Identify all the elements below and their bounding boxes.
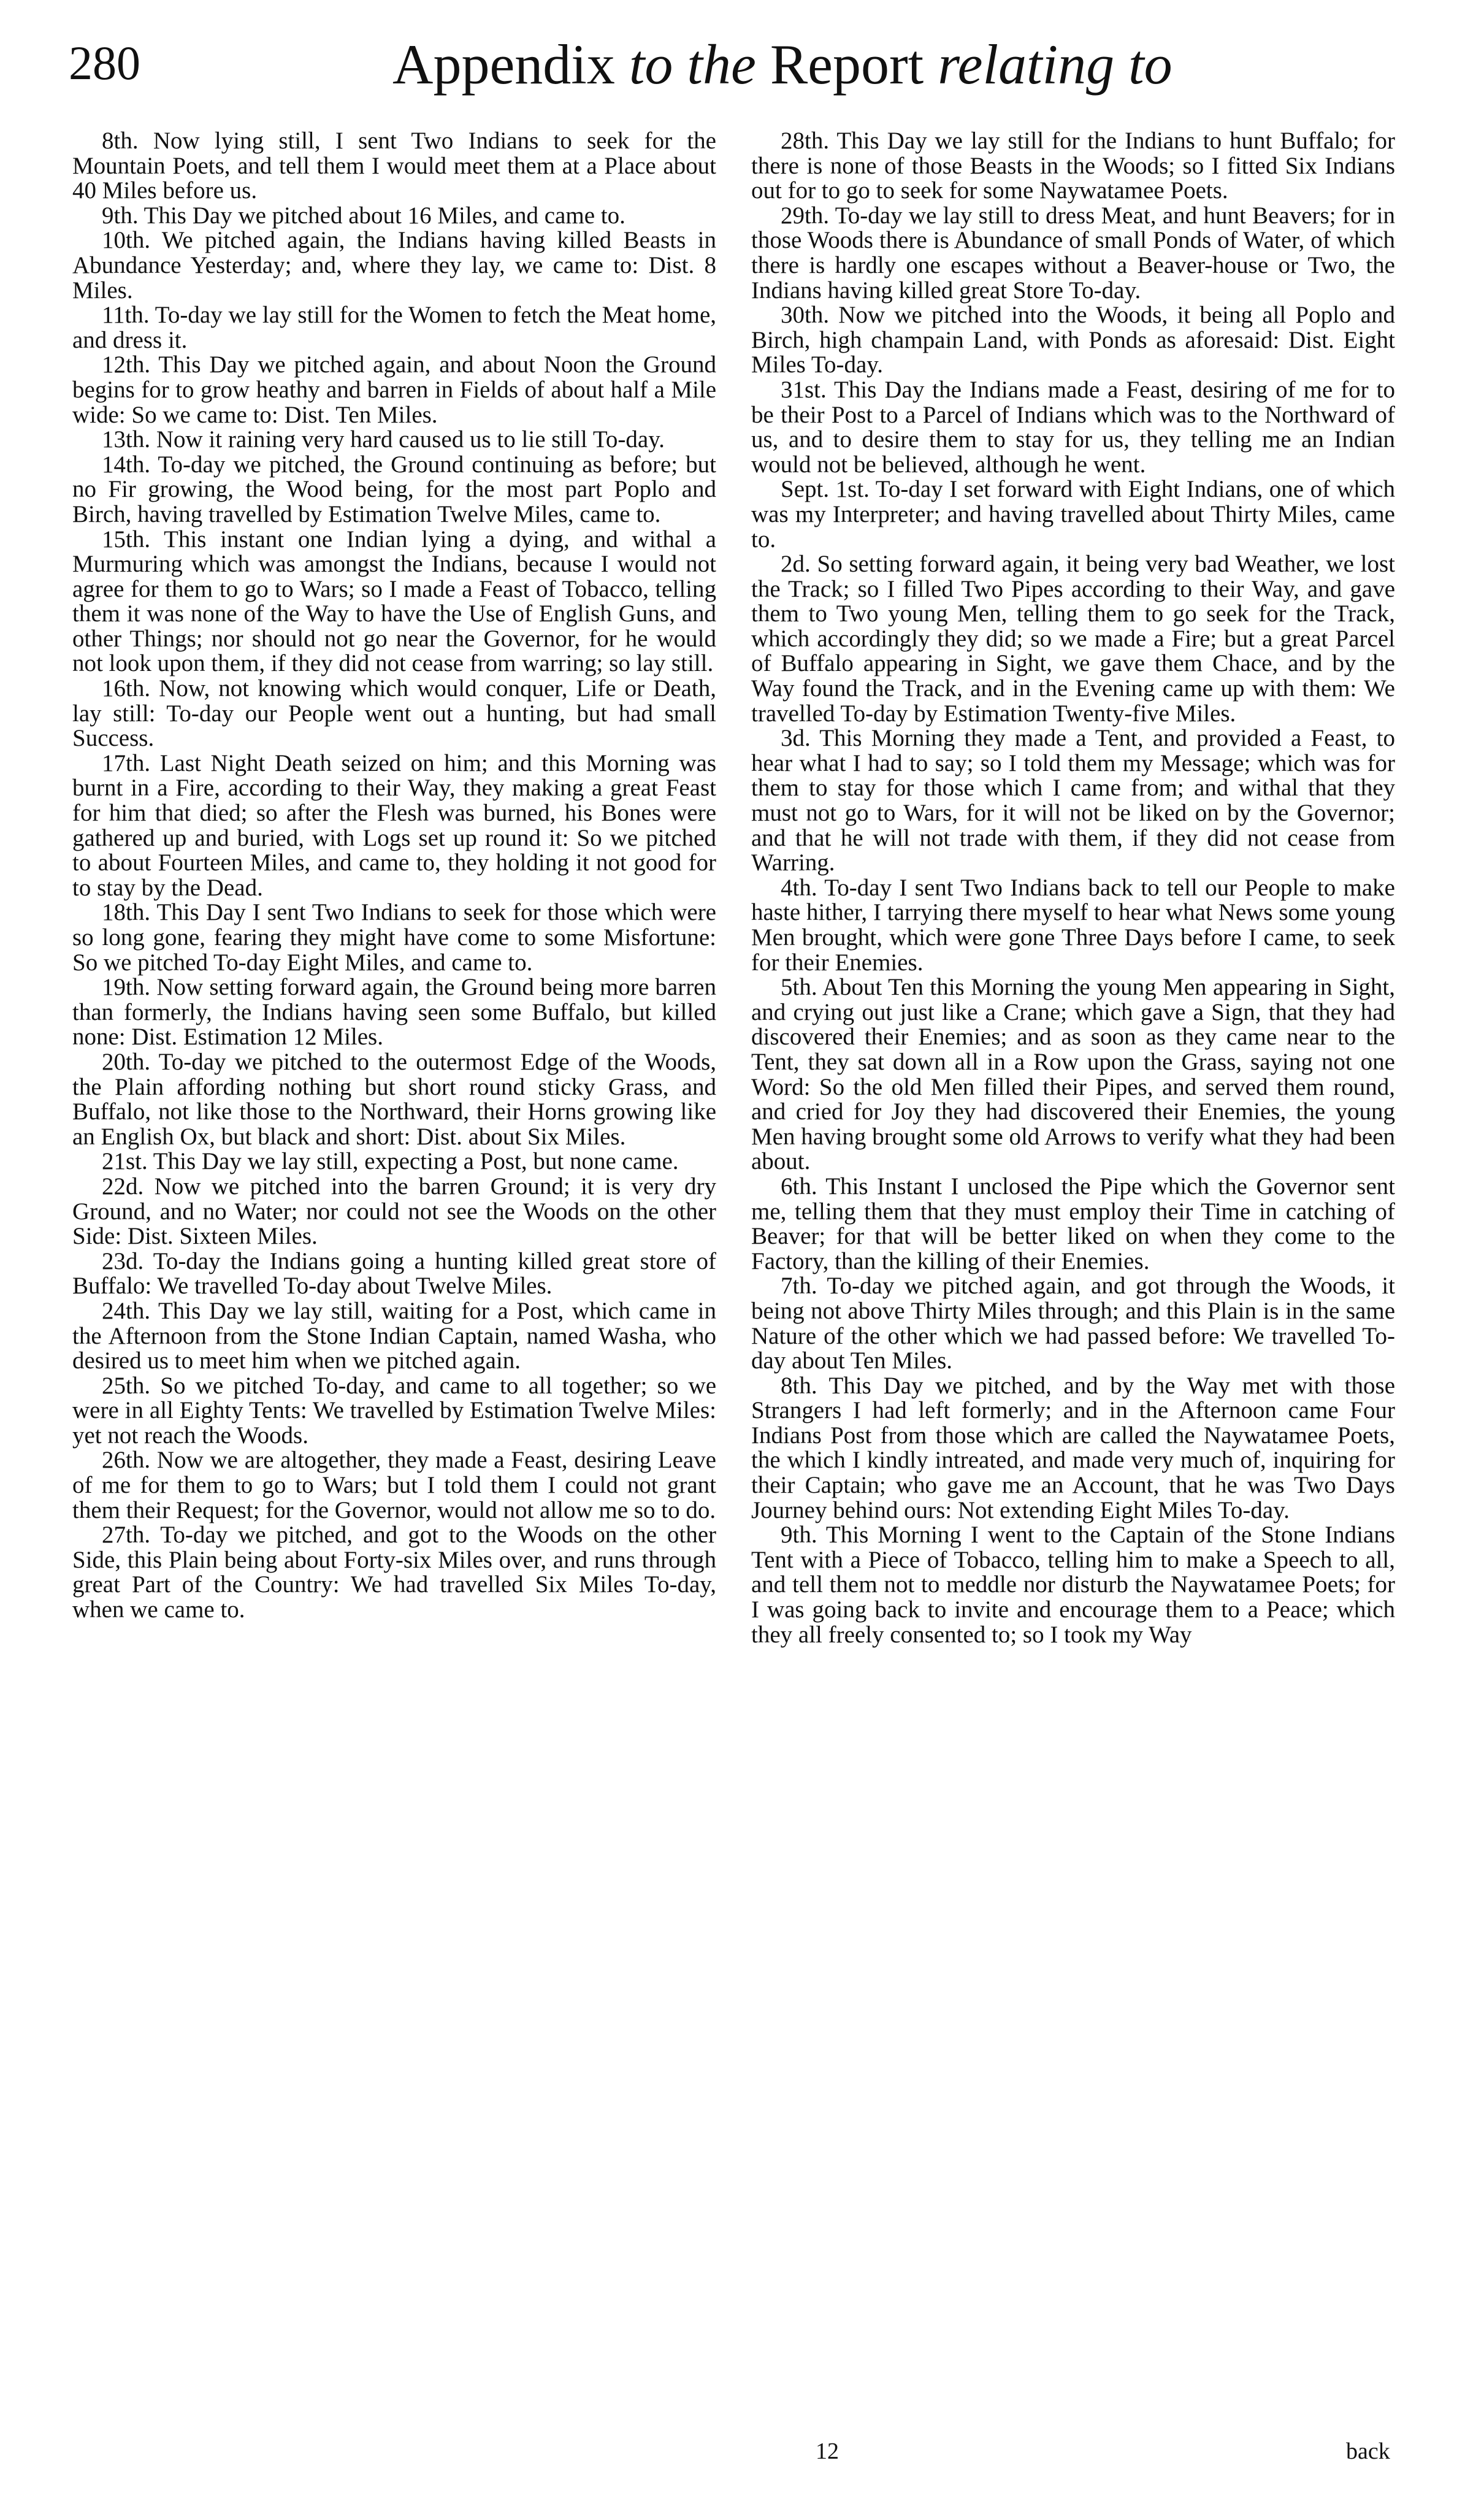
catchword: back — [1346, 2438, 1390, 2464]
journal-entry: 16th. Now, not knowing which would conquer, Life or Death, lay still: To-day our People went out a hunting, but had small Success. — [72, 675, 716, 752]
journal-entry: 28th. This Day we lay still for the Indians to hunt Buffalo; for there is none of those Beasts in the Woods; so I fitted Six Indians out for to go to seek for some Naywatamee Poets. — [751, 128, 1395, 204]
journal-entry: 18th. This Day I sent Two Indians to seek for those which were so long gone, fearing they might have come to some Misfortune: So we pitched To-day Eight Miles, and came to. — [72, 899, 716, 976]
journal-entry: 17th. Last Night Death seized on him; and this Morning was burnt in a Fire, according to their Way, they making a great Feast for him that died; so after the Flesh was burned, his Bones were gathered up and buried, with Logs set up round it: So we pitched to about Fourteen Miles, and came to, they holding it not good for to stay by the Dead. — [72, 749, 716, 901]
journal-entry: 21st. This Day we lay still, expecting a Post, but none came. — [102, 1148, 679, 1175]
left-column — [72, 129, 716, 1623]
title-word-report: Report — [770, 33, 924, 96]
journal-entry: 31st. This Day the Indians made a Feast, desiring of me for to be their Post to a Parcel of Indians which was to the Northward of us, and to desire them to stay for us, they telling me an Indian would not be believed, although he went. — [751, 376, 1395, 478]
title-word-appendix: Appendix — [392, 33, 615, 96]
journal-entry: 27th. To-day we pitched, and got to the Woods on the other Side, this Plain being about Forty-six Miles over, and runs through great Part of the Country: We had travelled Six Miles To-day, when we came to. — [72, 1522, 716, 1623]
title-italic-relating-to: relating to — [938, 33, 1172, 96]
journal-entry: 19th. Now setting forward again, the Ground being more barren than formerly, the Indians having seen some Buffalo, but killed none: Dist. Estimation 12 Miles. — [72, 974, 716, 1051]
journal-entry: 6th. This Instant I unclosed the Pipe which the Governor sent me, telling them that they must employ their Time in catching of Beaver; for that will be better liked on when they come to the Factory, than the killing of their Enemies. — [751, 1173, 1395, 1274]
title-italic-to-the: to the — [629, 33, 756, 96]
journal-entry: 2d. So setting forward again, it being very bad Weather, we lost the Track; so I filled Two Pipes according to their Way, and gave them to Two young Men, telling them to go seek for the Track, which accordingly they did; so we made a Fire; but a great Parcel of Buffalo appearing in Sight, we gave them Chace, and by the Way found the Track, and in the Evening came up with them: We travelled To-day by Estimation Twenty-five Miles. — [751, 551, 1395, 727]
journal-entry: 24th. This Day we lay still, waiting for a Post, which came in the Afternoon from the Stone Indian Captain, named Washa, who desired us to meet him when we pitched again. — [72, 1297, 716, 1374]
signature-mark: 12 — [816, 2438, 839, 2464]
journal-entry: 30th. Now we pitched into the Woods, it being all Poplo and Birch, high champain Land, with Ponds as aforesaid: Dist. Eight Miles To-day. — [751, 302, 1395, 378]
journal-entry: Sept. 1st. To-day I set forward with Eight Indians, one of which was my Interpreter; and having travelled about Thirty Miles, came to. — [751, 476, 1395, 553]
journal-entry: 26th. Now we are altogether, they made a Feast, desiring Leave of me for them to go to Wars; but I told them I could not grant them their Request; for the Governor, would not allow me so to do. — [72, 1447, 716, 1523]
journal-entry: 11th. To-day we lay still for the Women to fetch the Meat home, and dress it. — [72, 302, 716, 353]
running-title — [392, 32, 1172, 97]
journal-entry: 29th. To-day we lay still to dress Meat, and hunt Beavers; for in those Woods there is Abundance of small Ponds of Water, of which there is hardly one escapes without a Beaver-house or Two, the Indians having killed great Store To-day. — [751, 202, 1395, 304]
journal-entry: 15th. This instant one Indian lying a dying, and withal a Murmuring which was amongst the Indians, because I would not agree for them to go to Wars; so I made a Feast of Tobacco, telling them it was none of the Way to have the Use of English Guns, and other Things; nor should not go near the Governor, for he would not look upon them, if they did not cease from warring; so lay still. — [72, 526, 716, 677]
journal-entry: 3d. This Morning they made a Tent, and provided a Feast, to hear what I had to say; so I told them my Message; which was for them to stay for those which I came from; and withal that they must not go to Wars, for it will not be liked on by the Governor; and that he will not trade with them, if they did not cease from Warring. — [751, 725, 1395, 876]
journal-entry: 25th. So we pitched To-day, and came to all together; so we were in all Eighty Tents: We travelled by Estimation Twelve Miles: yet not reach the Woods. — [72, 1372, 716, 1449]
journal-entry: 22d. Now we pitched into the barren Ground; it is very dry Ground, and no Water; nor could not see the Woods on the other Side: Dist. Sixteen Miles. — [72, 1173, 716, 1250]
journal-entry: 9th. This Day we pitched about 16 Miles, and came to. — [102, 202, 625, 229]
page-number: 280 — [69, 36, 140, 90]
journal-entry: 12th. This Day we pitched again, and about Noon the Ground begins for to grow heathy and barren in Fields of about half a Mile wide: So we came to: Dist. Ten Miles. — [72, 351, 716, 428]
journal-entry: 9th. This Morning I went to the Captain of the Stone Indians Tent with a Piece of Tobacco, telling him to make a Speech to all, and tell them not to meddle nor disturb the Naywatamee Poets; for I was going back to invite and encourage them to a Peace; which they all freely consented to; so I took my Way — [751, 1522, 1395, 1648]
journal-entry: 23d. To-day the Indians going a hunting killed great store of Buffalo: We travelled To-day about Twelve Miles. — [72, 1247, 716, 1300]
journal-entry: 20th. To-day we pitched to the outermost Edge of the Woods, the Plain affording nothing but short round sticky Grass, and Buffalo, not like those to the Northward, their Horns growing like an English Ox, but black and short: Dist. about Six Miles. — [72, 1048, 716, 1150]
running-header — [61, 32, 1423, 112]
journal-entry: 7th. To-day we pitched again, and got through the Woods, it being not above Thirty Miles through; and this Plain is in the same Nature of the other which we had passed before: We travelled To-day about Ten Miles. — [751, 1273, 1395, 1374]
right-column — [751, 129, 1395, 1647]
journal-entry: 5th. About Ten this Morning the young Men appearing in Sight, and crying out just like a Crane; which gave a Sign, that they had discovered their Enemies; and as soon as they came near to the Tent, they sat down all in a Row upon the Grass, saying not one Word: So the old Men filled their Pipes, and served them round, and cried for Joy they had discovered their Enemies, the young Men having brought some old Arrows to verify what they had been about. — [751, 974, 1395, 1175]
journal-entry: 13th. Now it raining very hard caused us to lie still To-day. — [102, 426, 665, 453]
journal-entry: 10th. We pitched again, the Indians having killed Beasts in Abundance Yesterday; and, where they lay, we came to: Dist. 8 Miles. — [72, 227, 716, 304]
journal-entry: 4th. To-day I sent Two Indians back to tell our People to make haste hither, I tarrying there myself to hear what News some young Men brought, which were gone Three Days before I came, to seek for their Enemies. — [751, 874, 1395, 976]
journal-entry: 8th. Now lying still, I sent Two Indians to seek for the Mountain Poets, and tell them I would meet them at a Place about 40 Miles before us. — [72, 128, 716, 204]
journal-entry: 14th. To-day we pitched, the Ground continuing as before; but no Fir growing, the Wood being, for the most part Poplo and Birch, having travelled by Estimation Twelve Miles, came to. — [72, 451, 716, 527]
journal-entry: 8th. This Day we pitched, and by the Way met with those Strangers I had left formerly; and in the Afternoon came Four Indians Post from those which are called the Naywatamee Poets, the which I kindly intreated, and made very much of, inquiring for their Captain; who gave me an Account, that he was Two Days Journey behind ours: Not extending Eight Miles To-day. — [751, 1372, 1395, 1523]
